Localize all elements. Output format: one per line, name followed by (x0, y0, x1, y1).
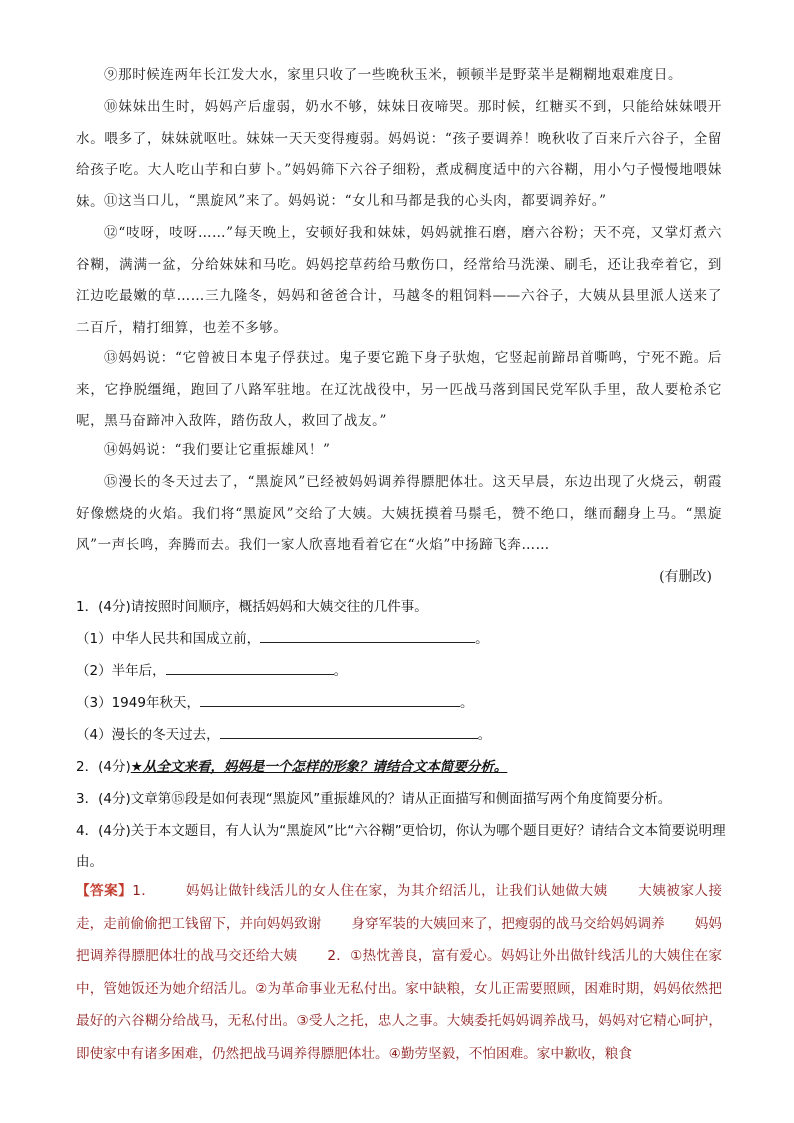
answer-blank[interactable] (166, 658, 334, 675)
answer-1-part-2: 大姨被家人接走，走前偷偷把工钱留下，并向妈妈致谢 (76, 883, 723, 932)
question-2-text: ★从全文来看，妈妈是一个怎样的形象？请结合文本简要分析。 (130, 759, 508, 775)
answer-blank[interactable] (220, 722, 478, 739)
question-4: 4．(4分)关于本文题目，有人认为“黑旋风”比“六谷糊”更恰切，你认为哪个题目更好？请结合文本简要说明理由。 (76, 823, 726, 870)
answer-blank[interactable] (200, 690, 460, 707)
answer-1-part-4: 妈妈把调养得膘肥体壮的战马交还给大姨 (76, 915, 723, 964)
question-2 (76, 752, 726, 783)
answer-1-part-1: 妈妈让做针线活儿的女人住在家，为其介绍活儿，让我们认她做大姨 (185, 883, 608, 899)
question-1-item-4 (76, 720, 726, 751)
item-suffix: 。 (475, 631, 489, 647)
answer-1-part-3: 身穿军装的大姨回来了，把瘦弱的战马交给妈妈调养 (351, 915, 665, 932)
item-suffix: 。 (459, 695, 474, 711)
question-1-stem: 1．(4分)请按照时间顺序，概括妈妈和大姨交往的几件事。 (76, 599, 428, 615)
question-3: 3．(4分)文章第⑮段是如何表现“黑旋风”重振雄风的？请从正面描写和侧面描写两个角度简要分析。 (76, 791, 672, 807)
paragraph-12: ⑫“吱呀，吱呀……”每天晚上，安顿好我和妹妹，妈妈就推石磨，磨六谷粉；天不亮，又掌灯煮六谷糊，满满一盆，分给妹妹和马吃。妈妈挖草药给马敷伤口，经常给马洗澡、刷毛，还让我牵着它，到江边吃最嫩的草……三九隆冬，妈妈和爸爸合计，马越冬的粗饲料——六谷子，大姨从县里派人送来了二百斤，精打细算，也差不多够。 (76, 225, 722, 336)
paragraph-13: ⑬妈妈说：“它曾被日本鬼子俘获过。鬼子要它跪下身子驮炮，它竖起前蹄昂首嘶鸣，宁死不跪。后来，它挣脱缰绳，跑回了八路军驻地。在辽沈战役中，另一匹战马落到国民党军队手里，敌人要枪杀它呢，黑马奋蹄冲入敌阵，踏伤敌人，救回了战友。” (76, 350, 722, 429)
item-prefix: （1）中华人民共和国成立前， (76, 631, 261, 647)
item-suffix: 。 (477, 727, 492, 743)
question-1-item-2 (76, 656, 726, 687)
paragraph-14: ⑭妈妈说：“我们要让它重振雄风！” (104, 442, 331, 458)
paragraph-15: ⑮漫长的冬天过去了，“黑旋风”已经被妈妈调养得膘肥体壮。这天早晨，东边出现了火烧云，朝霞好像燃烧的火焰。我们将“黑旋风”交给了大姨。大姨抚摸着马鬃毛，赞不绝口，继而翻身上马。“黑旋风”一声长鸣，奔腾而去。我们一家人欣喜地看着它在“火焰”中扬蹄飞奔…… (76, 474, 722, 553)
answer-blank[interactable] (260, 626, 475, 643)
answer-2-num: 2． (327, 948, 351, 964)
paragraph-10: ⑩妹妹出生时，妈妈产后虚弱，奶水不够，妹妹日夜啼哭。那时候，红糖买不到，只能给妹妹喂开水。喂多了，妹妹就呕吐。妹妹一天天变得瘦弱。妈妈说：“孩子要调养！晚秋收了百来斤六谷子，全留给孩子吃。大人吃山芋和白萝卜。”妈妈筛下六谷子细粉，煮成稠度适中的六谷糊，用小勺子慢慢地喂妹妹。 (76, 99, 722, 210)
item-prefix: （2）半年后， (76, 663, 166, 679)
item-suffix: 。 (333, 663, 348, 679)
source-note: (有删改) (659, 569, 712, 585)
question-1-item-3 (76, 688, 726, 719)
answer-2-text: ①热忱善良，富有爱心。妈妈让外出做针线活儿的大姨住在家中，管她饭还为她介绍活儿。②为革命事业无私付出。家中缺粮，女儿正需要照顾，困难时期，妈妈依然把最好的六谷糊分给战马，无私付出。③受人之托，忠人之事。大姨委托妈妈调养战马，妈妈对它精心呵护，即使家中有诸多困难，仍然把战马调养得膘肥体壮。④勤劳坚毅，不怕困难。家中歉收，粮食 (76, 948, 723, 1062)
question-2-prefix: 2．(4分) (76, 759, 131, 775)
answer-1-num: 1． (132, 883, 156, 899)
item-prefix: （4）漫长的冬天过去， (76, 727, 220, 743)
answer-tag: 【答案】 (76, 883, 133, 899)
question-1-item-1 (76, 624, 726, 655)
answer-block (76, 875, 722, 1070)
item-prefix: （3）1949年秋天， (76, 695, 200, 711)
paragraph-11: ⑪这当口儿，“黑旋风”来了。妈妈说：“女儿和马都是我的心头肉，都要调养好。” (104, 193, 607, 209)
paragraph-9: ⑨那时候连两年长江发大水，家里只收了一些晚秋玉米，顿顿半是野菜半是糊糊地艰难度日。 (104, 67, 683, 83)
